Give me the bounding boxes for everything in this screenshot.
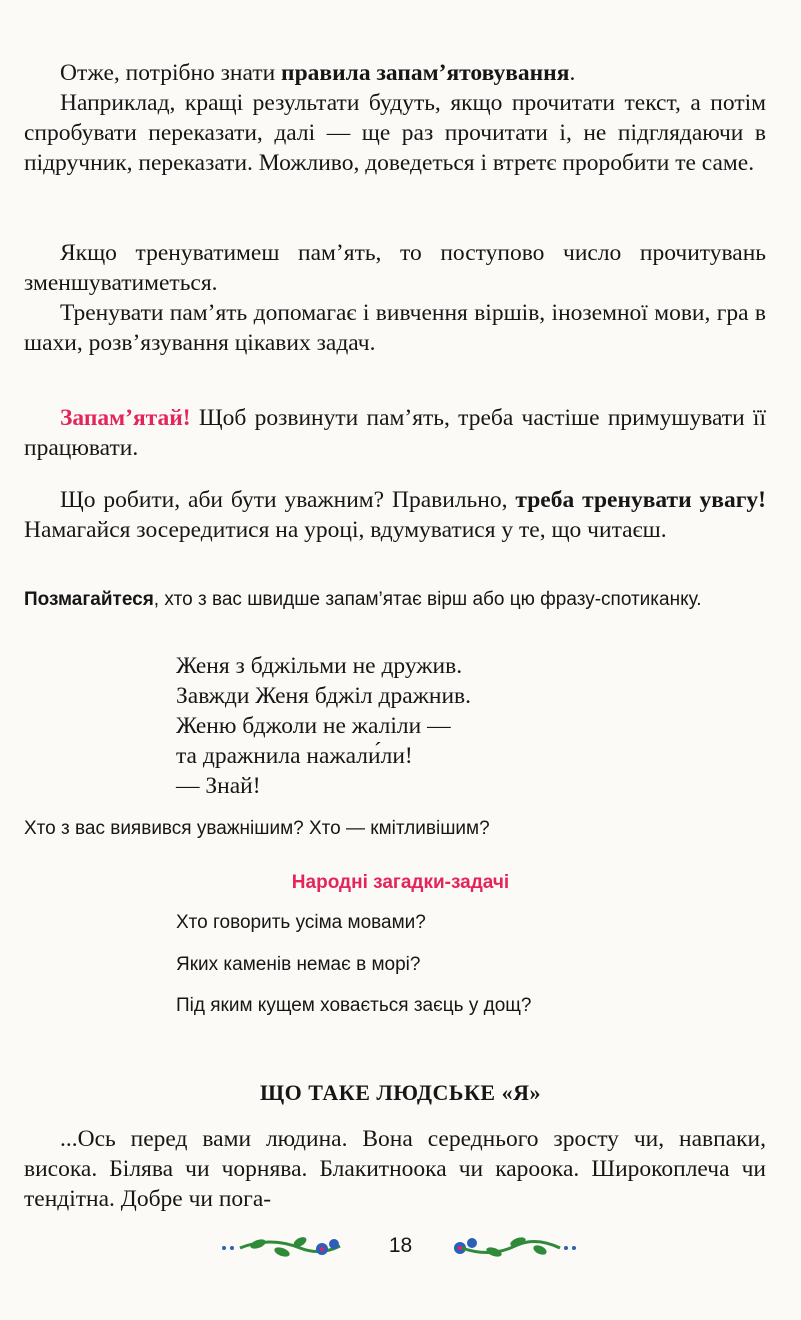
section-paragraph: ...Ось перед вами людина. Вона середнього зросту чи, навпаки, висока. Білява чи чорнява. Блакитноока чи кароока. Широкоплеча чи тендітна. Добре чи пога- (24, 1126, 766, 1212)
poem-line: та дражнила нажали́ли! (176, 743, 413, 769)
bold-phrase: Позмагайтеся (24, 589, 154, 610)
question-line: Хто з вас виявився уважнішим? Хто — кмітливішим? (24, 818, 490, 839)
bold-phrase: треба тренувати увагу! (515, 487, 766, 513)
paragraph-text: Отже, потрібно знати (60, 60, 282, 86)
riddle-item: Яких каменів немає в морі? (176, 954, 421, 975)
poem-line: Женя з бджільми не дружив. (176, 653, 463, 679)
page-number: 18 (388, 1234, 413, 1257)
paragraph-memorization-rules (24, 58, 766, 88)
poem-line: — Знай! (176, 773, 261, 799)
paragraph-compete (24, 586, 766, 614)
poem-line: Завжди Женя бджіл дражнив. (176, 683, 472, 709)
paragraph-text: Що робити, аби бути уважним? Правильно, (60, 487, 516, 513)
section-title: ЩО ТАКЕ ЛЮДСЬКЕ «Я» (260, 1080, 541, 1105)
paragraph-training: Якщо тренуватимеш пам’ять, то поступово число прочитувань зменшуватиметься. (24, 240, 766, 296)
paragraph-end: . (569, 60, 576, 86)
bold-phrase: правила запам’ятовування (281, 60, 570, 86)
paragraph-activities: Тренувати пам’ять допомагає і вивчення віршів, іноземної мови, гра в шахи, розв’язування цікавих задач. (24, 300, 766, 356)
riddle-item: Хто говорить усіма мовами? (176, 912, 426, 933)
tongue-twister-poem (176, 651, 471, 801)
paragraph-attention (24, 485, 766, 545)
paragraph-text: Щоб розвинути пам’ять, треба частіше примушувати її працювати. (24, 405, 766, 461)
riddles-title: Народні загадки-задачі (291, 872, 510, 893)
paragraph-text: , хто з вас швидше запам’ятає вірш або цю фразу-спотиканку. (153, 589, 702, 610)
paragraph-remember (24, 403, 766, 463)
riddle-item: Під яким кущем ховається заєць у дощ? (176, 995, 532, 1016)
paragraph-example: Наприклад, кращі результати будуть, якщо прочитати текст, а потім спробувати переказати, далі — ще раз прочитати і, не підглядаючи в підручник, переказати. Можливо, доведеться і втретє проробити те саме. (24, 90, 766, 176)
remember-label: Запам’ятай! (60, 405, 191, 431)
paragraph-end: Намагайся зосередитися на уроці, вдумуватися у те, що читаєш. (24, 517, 667, 543)
poem-line: Женю бджоли не жаліли — (176, 713, 451, 739)
